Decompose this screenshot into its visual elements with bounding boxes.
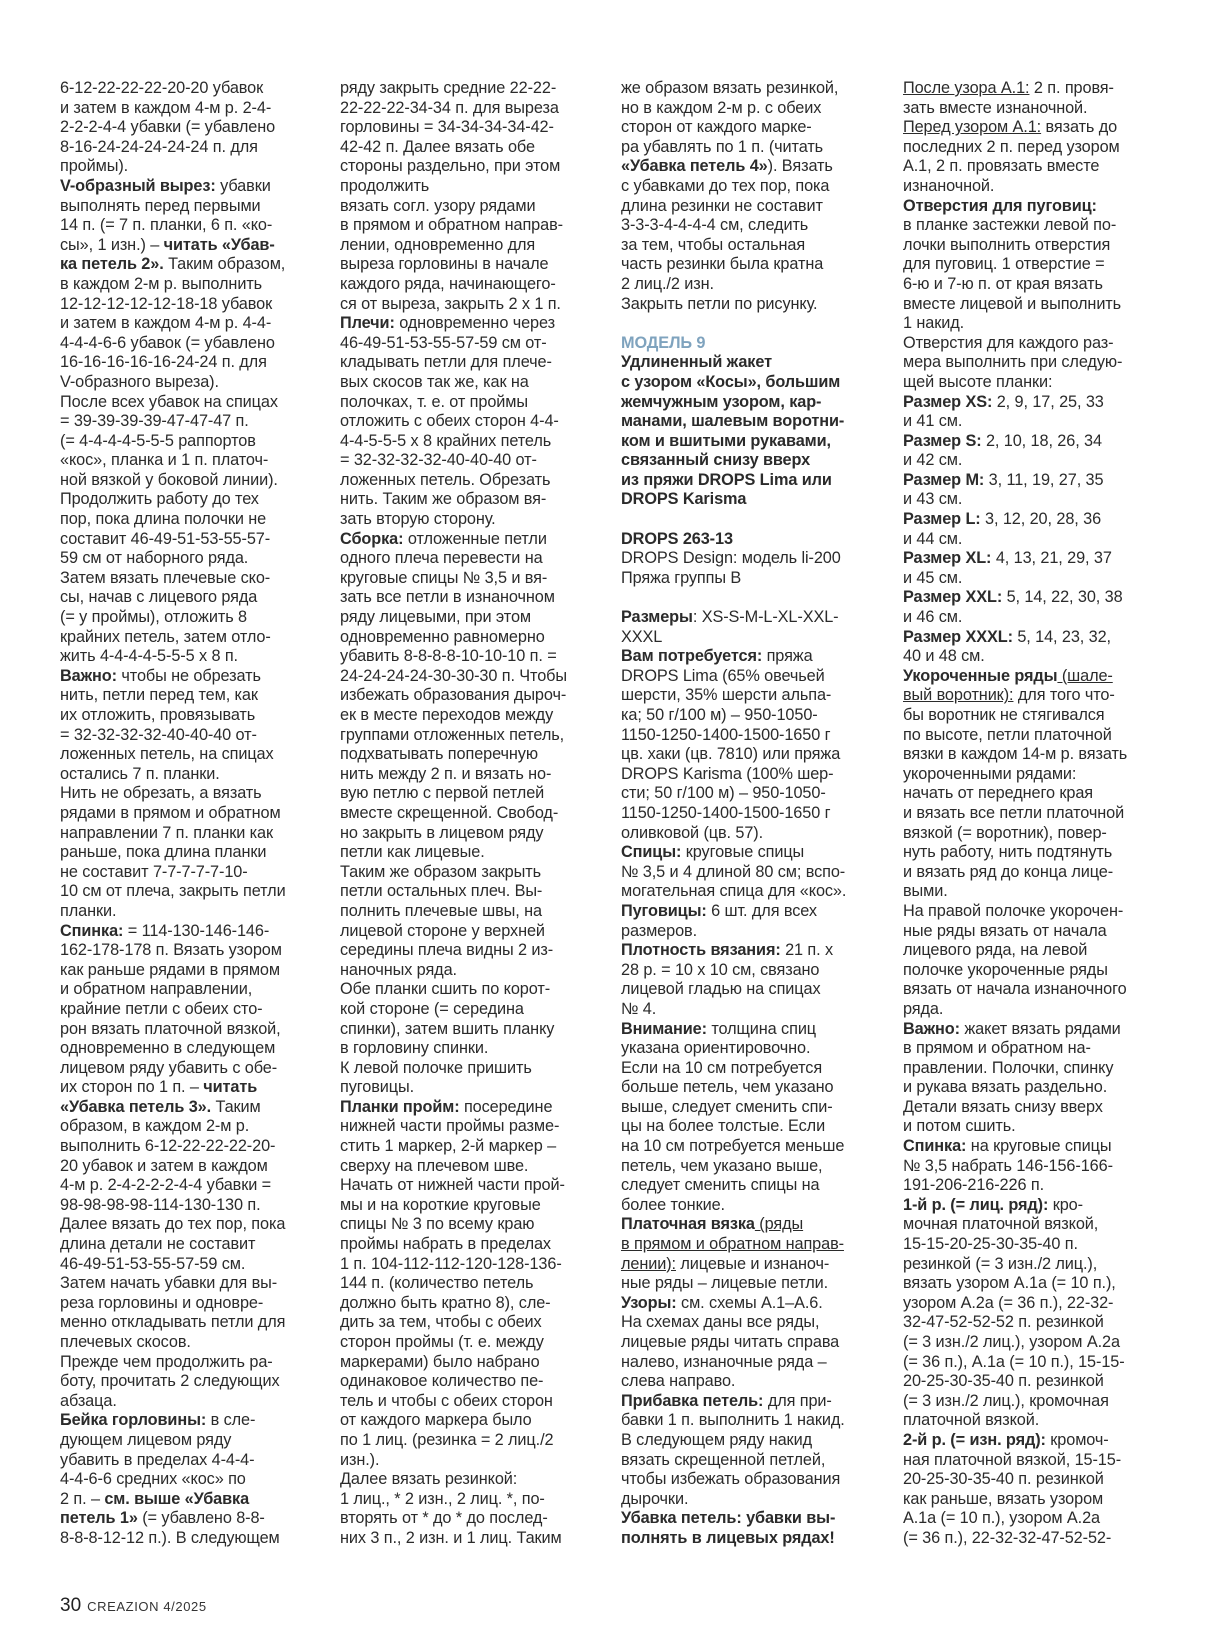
section-heading: Узоры: (621, 1293, 677, 1312)
section-heading: Планки пройм: (340, 1097, 460, 1116)
size-xxl: Размер XXL: 5, 14, 22, 30, 38 и 46 см. (903, 588, 1123, 627)
paragraph-v-neck: V-образный вырез: убавки выполнять перед первыми 14 п. (= 7 п. планки, 6 п. «ко- сы», 1 изн.) – читать «Убав- ка петель 2». Таким образом, в каждом 2-м р. выполнить 12-12-12-12-12-18-18 убавок и затем в каждом 4-м р. 4-4- 4-4-4-6-6 убавок (= убавлено 16-16-16-16-16-24-24 п. для V-образного выреза). После всех убавок на спицах = 39-39-39-39-47-47-47 п. (= 4-4-4-4-5-5-5 раппортов «кос», планка и 1 п. платоч- ной вязкой у боковой линии). Продолжить работу до тех пор, пока длина полочки не составит 46-49-51-53-55-57- 59 см от наборного ряда. Затем вязать плечевые ско- сы, начав с лицевого ряда (= у проймы), отложить 8 крайних петель, затем отло- жить 4-4-4-4-5-5-5 х 8 п. (60, 176, 286, 666)
size-m: Размер M: 3, 11, 19, 27, 35 и 43 см. (903, 470, 1104, 509)
model-design: DROPS Design: модель li-200 (621, 549, 841, 568)
paragraph-materials: Вам потребуется: пряжа DROPS Lima (65% овечьей шерсти, 35% шерсти альпа- ка; 50 г/100 м) – 950-1050- 1150-1250-1400-1500-1650 г цв. хаки (цв. 7810) или пряжа DROPS Karisma (100% шер- сти; 50 г/100 м) – 950-1050- 1150-1250-1400-1500-1650 г оливковой (цв. 57). (621, 647, 841, 842)
paragraph-row-1: 1-й р. (= лиц. ряд): кро- мочная платочной вязкой, 15-15-20-25-30-35-40 п. резинкой (= 3 изн./2 лиц.), вязать узором А.1а (= 10 п.), узором А.2а (= 36 п.), 22-32- 32-47-52-52-52 п. резинкой (= 3 изн./2 лиц.), узором А.2а (= 36 п.), А.1а (= 10 п.), 15-15- 20-25-30-35-40 п. резинкой (= 3 изн./2 лиц.), кромочная платочной вязкой. (903, 1195, 1125, 1430)
paragraph-increase: Прибавка петель: для при- бавки 1 п. выполнить 1 накид. В следующем ряду накид вязать скрещенной петлей, чтобы избежать образования дырочки. (621, 1391, 845, 1508)
paragraph: 6-12-22-22-22-20-20 убавок и затем в каждом 4-м р. 2-4- 2-2-2-4-4 убавки (= убавлено 8-16-24-24-24-24-24 п. для проймы). (60, 79, 276, 176)
section-heading: Размеры (621, 608, 693, 627)
section-heading: Бейка горловины: (60, 1411, 207, 1430)
section-heading: Плотность вязания: (621, 941, 781, 960)
paragraph-armhole-bands: Планки пройм: посередине нижней части проймы разме- стить 1 маркер, 2-й маркер – сверху на плечевом шве. Начать от нижней части прой- мы и на короткие круговые спицы № 3 по всему краю проймы набрать в пределах 1 п. 104-112-112-120-128-136- 144 п. (количество петель должно быть кратно 8), сле- дить за тем, чтобы с обеих сторон проймы (т. е. между маркерами) было набрано одинаковое количество пе- тель и чтобы с обеих сторон от каждого маркера было по 1 лиц. (резинка = 2 лиц./2 изн.). Далее вязать резинкой: 1 лиц., * 2 изн., 2 лиц. *, по- вторять от * до * до послед- них 3 п., 2 изн. и 1 лиц. Таким (340, 1097, 565, 1547)
spacer (621, 510, 871, 530)
column-1 (60, 79, 310, 1549)
paragraph-back: Спинка: = 114-130-146-146- 162-178-178 п. Вязать узором как раньше рядами в прямом и обратном направлении, крайние петли с обеих сто- рон вязать платочной вязкой, одновременно в следующем лицевом ряду убавить с обе- их сторон по 1 п. – читать «Убавка петель 3». Таким образом, в каждом 2-м р. выполнить 6-12-22-22-22-20- 20 убавок и затем в каждом 4-м р. 2-4-2-2-2-4-4 убавки = 98-98-98-98-114-130-130 п. Далее вязать до тех пор, пока длина детали не составит 46-49-51-53-55-57-59 см. Затем начать убавки для вы- реза горловины и одновре- менно откладывать петли для плечевых скосов. Прежде чем продолжить ра- боту, прочитать 2 следующих абзаца. (60, 921, 286, 1410)
column-4 (903, 79, 1155, 1549)
section-heading: 1-й р. (= лиц. ряд): (903, 1195, 1049, 1214)
section-heading: Прибавка петель: (621, 1391, 764, 1410)
paragraph-row-2: 2-й р. (= изн. ряд): кромоч- ная платочной вязкой, 15-15- 20-25-30-35-40 п. резинкой как раньше, вязать узором А.1а (= 10 п.), узором А.2а (= 36 п.), 22-32-32-47-52-52- (903, 1430, 1122, 1547)
section-heading: Укороченные ряды (903, 666, 1058, 685)
size-xs: Размер XS: 2, 9, 17, 25, 33 и 41 см. (903, 392, 1104, 431)
section-heading: Отверстия для пуговиц: (903, 196, 1097, 215)
paragraph-short-rows: Укороченные ряды (шале- вый воротник): для того что- бы воротник не стягивался по высоте, петли платочной вязки в каждом 14-м р. вязать укороченными рядами: начать от переднего края и вязать все петли платочной вязкой (= воротник), повер- нуть работу, нить подтянуть и вязать ряд до конца лице- выми. На правой полочке укорочен- ные ряды вязать от начала лицевого ряда, на левой полочке укороченные ряды вязать от начала изнаночного ряда. (903, 666, 1128, 1018)
size-l: Размер L: 3, 12, 20, 28, 36 и 44 см. (903, 510, 1102, 548)
size-xl: Размер XL: 4, 13, 21, 29, 37 и 45 см. (903, 549, 1112, 587)
spacer (621, 314, 871, 334)
section-heading: Платочная вязка (621, 1215, 755, 1234)
section-heading: V-образный вырез: (60, 176, 216, 195)
paragraph-important: Важно: чтобы не обрезать нить, петли перед тем, как их отложить, провязывать = 32-32-32-32-40-40-40 от- ложенных петель, на спицах остались 7 п. планки. Нить не обрезать, а вязать рядами в прямом и обратном направлении 7 п. планки как раньше, пока длина планки не составит 7-7-7-7-7-10- 10 см от плеча, закрыть петли планки. (60, 666, 286, 920)
paragraph-needles: Спицы: круговые спицы № 3,5 и 4 длиной 80 см; вспо- могательная спица для «кос». (621, 843, 847, 901)
paragraph-patterns: Узоры: см. схемы А.1–А.6. На схемах даны все ряды, лицевые ряды читать справа налево, изнаночные ряда – слева направо. (621, 1293, 840, 1391)
section-heading: Важно: (60, 666, 117, 685)
paragraph-decrease: Убавка петель: убавки вы- полнять в лицевых рядах! (621, 1509, 836, 1547)
section-heading: Спинка: (60, 921, 124, 940)
paragraph-important: Важно: жакет вязать рядами в прямом и обратном на- правлении. Полочки, спинку и рукава вязать раздельно. Детали вязать снизу вверх и потом сшить. (903, 1019, 1121, 1136)
paragraph: ряду закрыть средние 22-22- 22-22-22-34-34 п. для выреза горловины = 34-34-34-34-42- 42-42 п. Далее вязать обе стороны раздельно, при этом продолжить вязать согл. узору рядами в прямом и обратном направ- лении, одновременно для выреза горловины в начале каждого ряда, начинающего- ся от выреза, закрыть 2 х 1 п. (340, 79, 563, 313)
section-heading: Пуговицы: (621, 901, 707, 920)
paragraph-sizes: Размеры: XS-S-M-L-XL-XXL- XXXL (621, 608, 839, 646)
page-number: 30 (60, 1595, 82, 1616)
section-heading: 2-й р. (= изн. ряд): (903, 1430, 1046, 1449)
paragraph-garter: Платочная вязка (ряды в прямом и обратном направ- лении): лицевые и изнаноч- ные ряды – лицевые петли. (621, 1215, 844, 1293)
model-code: DROPS 263-13 (621, 529, 733, 548)
spacer (621, 588, 871, 608)
paragraph-gauge: Плотность вязания: 21 п. х 28 р. = 10 х 10 см, связано лицевой гладью на спицах № 4. (621, 941, 834, 1018)
yarn-group: Пряжа группы B (621, 568, 742, 587)
section-heading: Плечи: (340, 314, 395, 333)
paragraph-buttonholes: Отверстия для пуговиц: в планке застежки левой по- лочки выполнить отверстия для пуговиц. 1 отверстие = 6-ю и 7-ю п. от края вязать вместе лицевой и выполнить 1 накид. Отверстия для каждого раз- мера выполнить при следую- щей высоте планки: (903, 196, 1123, 391)
paragraph-assembly: Сборка: отложенные петли одного плеча перевести на круговые спицы № 3,5 и вя- зать все петли в изнаночном ряду лицевыми, при этом одновременно равномерно убавить 8-8-8-8-10-10-10 п. = 24-24-24-24-30-30-30 п. Чтобы избежать образования дыроч- ек в месте переходов между группами отложенных петель, подхватывать поперечную нить между 2 п. и вязать но- вую петлю с первой петлей вместе скрещенной. Свобод- но закрыть в лицевом ряду петли как лицевые. Таким же образом закрыть петли остальных плеч. Вы- полнить плечевые швы, на лицевой стороне у верхней середины плеча видны 2 из- наночных ряда. Обе планки сшить по корот- кой стороне (= середина спинки), затем вшить планку в горловину спинки. К левой полочке пришить пуговицы. (340, 529, 567, 1097)
column-3 (621, 79, 871, 1549)
paragraph-after-a1: После узора А.1: 2 п. провя- зать вместе изнаночной. (903, 79, 1114, 117)
section-heading: Важно: (903, 1019, 960, 1038)
section-heading: Сборка: (340, 529, 404, 548)
page-footer (60, 1595, 207, 1617)
section-heading: Внимание: (621, 1019, 707, 1038)
paragraph-back: Спинка: на круговые спицы № 3,5 набрать 146-156-166- 191-206-216-226 п. (903, 1137, 1113, 1195)
paragraph-neckband: Бейка горловины: в сле- дующем лицевом ряду убавить в пределах 4-4-4- 4-4-6-6 средних «кос» по 2 п. – см. выше «Убавка петель 1» (= убавлено 8-8- 8-8-8-12-12 п.). В следующем (60, 1411, 280, 1547)
paragraph-shoulders: Плечи: одновременно через 46-49-51-53-55-57-59 см от- кладывать петли для плече- вых скосов так же, как на полочках, т. е. от проймы отложить с обеих сторон 4-4- 4-4-5-5-5 х 8 крайних петель = 32-32-32-32-40-40-40 от- ложенных петель. Обрезать нить. Таким же образом вя- зать вторую сторону. (340, 314, 559, 529)
model-title: Удлиненный жакет с узором «Косы», большим жемчужным узором, кар- манами, шалевым воротни- ком и вшитыми рукавами, связанный снизу вверх из пряжи DROPS Lima или DROPS Karisma (621, 353, 845, 509)
column-2 (340, 79, 590, 1549)
size-xxxl: Размер XXXL: 5, 14, 23, 32, 40 и 48 см. (903, 627, 1111, 666)
model-heading: МОДЕЛЬ 9 (621, 333, 706, 352)
paragraph-buttons: Пуговицы: 6 шт. для всех размеров. (621, 901, 817, 940)
magazine-issue: CREAZION 4/2025 (87, 1599, 207, 1614)
section-heading: Вам потребуется: (621, 647, 763, 666)
size-s: Размер S: 2, 10, 18, 26, 34 и 42 см. (903, 431, 1102, 470)
paragraph-before-a1: Перед узором А.1: вязать до последних 2 п. перед узором А.1, 2 п. провязать вместе изнаночной. (903, 118, 1120, 195)
section-heading: Спинка: (903, 1137, 967, 1156)
section-heading: Спицы: (621, 843, 682, 862)
paragraph: же образом вязать резинкой, но в каждом 2-м р. с обеих сторон от каждого марке- ра убавлять по 1 п. (читать «Убавка петель 4»). Вязать с убавками до тех пор, пока длина резинки не составит 3-3-3-4-4-4-4 см, следить за тем, чтобы остальная часть резинки была кратна 2 лиц./2 изн. Закрыть петли по рисунку. (621, 79, 839, 313)
paragraph-attention: Внимание: толщина спиц указана ориентировочно. Если на 10 см потребуется больше петель, чем указано выше, следует сменить спи- цы на более толстые. Если на 10 см потребуется меньше петель, чем указано выше, следует сменить спицы на более тонкие. (621, 1019, 845, 1214)
